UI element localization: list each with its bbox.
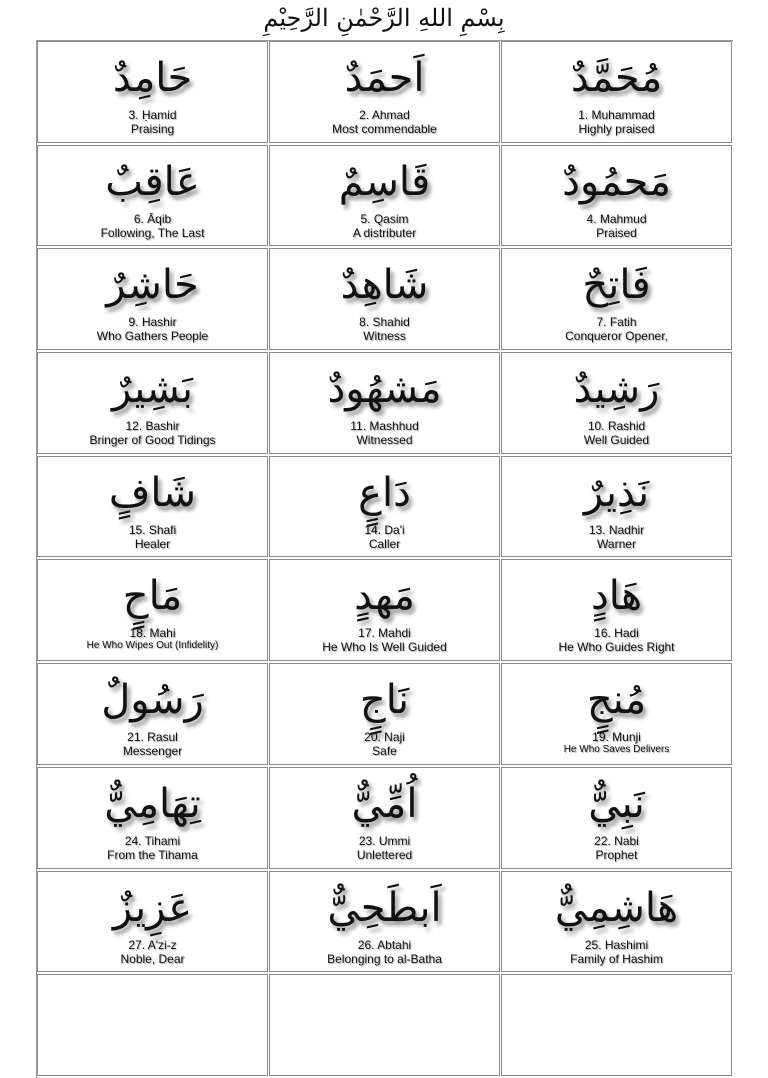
arabic-name: نَاجٍ bbox=[359, 677, 410, 724]
page-header bbox=[0, 0, 768, 40]
name-cell bbox=[37, 248, 268, 350]
name-cell bbox=[501, 767, 732, 869]
arabic-name: فَاتِحٌ bbox=[582, 262, 651, 309]
arabic-name: اُمِّيٌّ bbox=[351, 780, 418, 827]
name-cell bbox=[37, 352, 268, 454]
table-row bbox=[37, 456, 733, 560]
transliterated-name: 12. Bashir bbox=[125, 419, 180, 434]
table-row bbox=[37, 974, 733, 1078]
transliterated-name: 11. Mashhud bbox=[350, 419, 419, 434]
transliterated-name: 9. Hashir bbox=[128, 315, 177, 330]
arabic-name: تِهَامِيٌّ bbox=[104, 780, 201, 827]
name-meaning: Who Gathers People bbox=[96, 329, 209, 344]
arabic-name: مَحمُودٌ bbox=[562, 158, 671, 205]
name-meaning: Caller bbox=[368, 536, 401, 551]
name-meaning: Praised bbox=[596, 225, 637, 240]
name-cell bbox=[501, 974, 732, 1076]
transliterated-name: 4. Mahmud bbox=[586, 211, 647, 226]
table-row bbox=[37, 352, 733, 456]
arabic-name: بَشِيرٌ bbox=[112, 366, 193, 413]
transliterated-name: 23. Ummi bbox=[358, 833, 411, 848]
name-cell bbox=[501, 41, 732, 143]
table-row bbox=[37, 767, 733, 871]
arabic-name: مَهدٍ bbox=[354, 573, 415, 620]
name-cell bbox=[37, 974, 268, 1076]
transliterated-name: 10. Rashid bbox=[587, 419, 646, 434]
name-cell bbox=[269, 248, 500, 350]
arabic-name: مَشهُودٌ bbox=[327, 366, 442, 413]
name-meaning: Following, The Last bbox=[100, 225, 205, 240]
name-cell bbox=[269, 559, 500, 661]
table-row bbox=[37, 248, 733, 352]
table-row bbox=[37, 871, 733, 975]
arabic-name: مَاحٍ bbox=[122, 573, 183, 620]
name-meaning: Most commendable bbox=[332, 122, 437, 136]
table-row bbox=[37, 41, 733, 145]
name-cell bbox=[501, 248, 732, 350]
transliterated-name: 2. Ahmad bbox=[359, 108, 410, 122]
name-meaning: Unlettered bbox=[356, 847, 413, 862]
name-cell bbox=[269, 663, 500, 765]
transliterated-name: 13. Nadhir bbox=[588, 522, 645, 537]
transliterated-name: 7. Fatih bbox=[596, 315, 637, 330]
arabic-name: رَشِيدٌ bbox=[573, 366, 660, 413]
arabic-name: مُنجٍ bbox=[586, 677, 647, 724]
name-cell bbox=[501, 663, 732, 765]
transliterated-name: 5. Qasim bbox=[360, 211, 409, 226]
transliterated-name: 16. Hadi bbox=[594, 626, 639, 641]
arabic-name: هَادٍ bbox=[590, 573, 643, 620]
arabic-name: شَافٍ bbox=[108, 469, 197, 516]
arabic-name: دَاعٍ bbox=[358, 469, 411, 516]
name-meaning: Highly praised bbox=[578, 122, 655, 136]
transliterated-name: 15. Shafi bbox=[128, 522, 177, 537]
arabic-name: رَسُولٌ bbox=[101, 677, 204, 724]
name-cell bbox=[501, 559, 732, 661]
name-cell bbox=[269, 974, 500, 1076]
transliterated-name: 18. Mahi bbox=[129, 626, 176, 641]
arabic-name: عَاقِبٌ bbox=[105, 158, 200, 205]
name-cell bbox=[37, 663, 268, 765]
arabic-name: حَامِدٌ bbox=[112, 55, 193, 101]
name-meaning: Well Guided bbox=[583, 433, 650, 448]
name-cell bbox=[37, 456, 268, 558]
name-cell bbox=[269, 767, 500, 869]
arabic-name: اَحمَدٌ bbox=[344, 55, 425, 101]
name-cell bbox=[501, 871, 732, 973]
name-meaning: Prophet bbox=[595, 847, 638, 862]
name-cell bbox=[269, 871, 500, 973]
arabic-name: حَاشِرٌ bbox=[106, 262, 199, 309]
name-meaning: Bringer of Good Tidings bbox=[89, 433, 216, 448]
arabic-name: نَذِيرٌ bbox=[583, 469, 650, 516]
name-cell bbox=[37, 41, 268, 143]
name-meaning: He Who Wipes Out (Infidelity) bbox=[86, 640, 219, 652]
transliterated-name: 27. A'zi-z bbox=[128, 937, 177, 952]
name-meaning: A distributer bbox=[352, 225, 417, 240]
name-meaning: From the Tihama bbox=[107, 847, 198, 862]
name-meaning: Witnessed bbox=[356, 433, 413, 448]
arabic-name: مُحَمَّدٌ bbox=[570, 55, 663, 101]
arabic-name: قَاسِمٌ bbox=[338, 158, 431, 205]
table-row bbox=[37, 663, 733, 767]
name-cell bbox=[501, 145, 732, 247]
transliterated-name: 22. Nabi bbox=[594, 833, 639, 848]
arabic-name: شَاهِدٌ bbox=[340, 262, 429, 309]
transliterated-name: 3. Ḥamid bbox=[128, 108, 177, 122]
transliterated-name: 20. Naji bbox=[364, 730, 405, 745]
name-meaning: Messenger bbox=[122, 744, 183, 759]
name-meaning: He Who Guides Right bbox=[558, 640, 675, 655]
name-cell bbox=[37, 767, 268, 869]
name-cell bbox=[501, 456, 732, 558]
transliterated-name: 25. Hashimi bbox=[584, 937, 649, 952]
name-meaning: Belonging to al-Batha bbox=[327, 951, 442, 966]
transliterated-name: 17. Mahdi bbox=[358, 626, 411, 641]
name-meaning: Noble, Dear bbox=[120, 951, 185, 966]
arabic-name: هَاشِمِيٌّ bbox=[554, 884, 679, 931]
transliterated-name: 24. Tihami bbox=[124, 833, 181, 848]
name-cell bbox=[269, 456, 500, 558]
table-row bbox=[37, 145, 733, 249]
basmala-heading: بِسْمِ اللهِ الرَّحْمٰنِ الرَّحِيْمِ bbox=[263, 4, 505, 32]
name-meaning: Healer bbox=[134, 536, 171, 551]
arabic-name: نَبِيٌّ bbox=[588, 780, 645, 827]
name-cell bbox=[37, 145, 268, 247]
transliterated-name: 26. Abtahi bbox=[357, 937, 412, 952]
name-cell bbox=[37, 559, 268, 661]
name-meaning: Safe bbox=[372, 744, 397, 759]
name-cell bbox=[269, 145, 500, 247]
name-meaning: Family of Hashim bbox=[570, 951, 663, 966]
arabic-name: اَبطَحِيٌّ bbox=[327, 884, 442, 931]
name-meaning: He Who Is Well Guided bbox=[322, 640, 447, 655]
transliterated-name: 6. Āqib bbox=[133, 211, 172, 226]
names-table bbox=[36, 40, 733, 1078]
name-meaning: He Who Saves Delivers bbox=[563, 744, 670, 756]
name-cell bbox=[269, 352, 500, 454]
name-meaning: Warner bbox=[597, 536, 636, 551]
name-meaning: Praising bbox=[130, 122, 175, 136]
transliterated-name: 8. Shahid bbox=[359, 315, 410, 330]
name-meaning: Witness bbox=[363, 329, 406, 344]
name-meaning: Conqueror Opener, bbox=[565, 329, 668, 344]
transliterated-name: 14. Da'i bbox=[364, 522, 405, 537]
name-cell bbox=[501, 352, 732, 454]
transliterated-name: 1. Muhammad bbox=[578, 108, 655, 122]
name-cell bbox=[37, 871, 268, 973]
table-row bbox=[37, 559, 733, 663]
transliterated-name: 19. Munji bbox=[592, 730, 641, 745]
transliterated-name: 21. Rasul bbox=[127, 730, 178, 745]
arabic-name: عَزِيزٌ bbox=[112, 884, 193, 931]
name-cell bbox=[269, 41, 500, 143]
